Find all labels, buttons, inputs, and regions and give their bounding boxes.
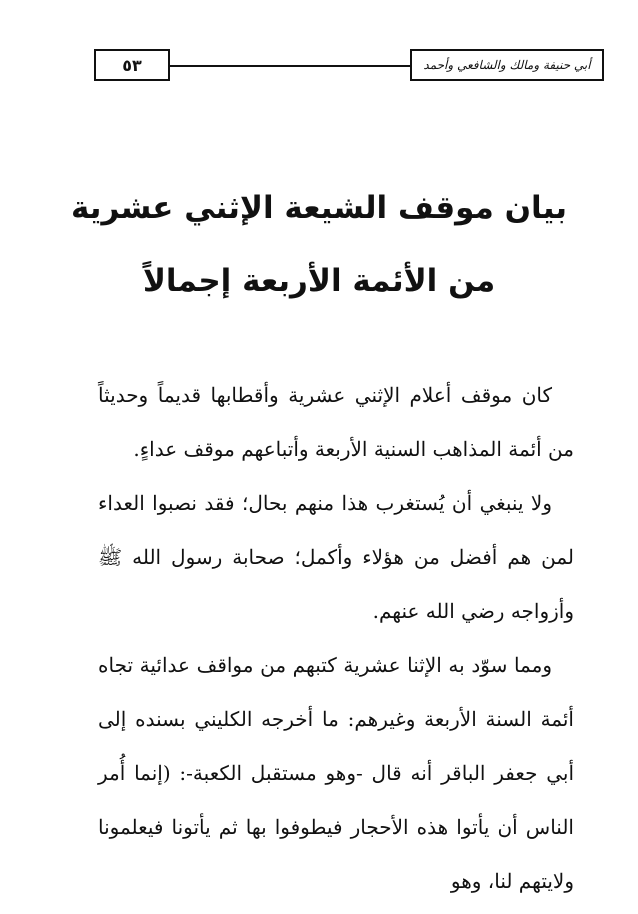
page-number: ٥٣ <box>94 49 170 81</box>
header-rule <box>170 65 410 67</box>
page-header <box>94 49 604 83</box>
paragraph-3: ومما سوّد به الإثنا عشرية كتبهم من مواقف عدائية تجاه أئمة السنة الأربعة وغيرهم: ما أخرجه الكليني بسنده إلى أبي جعفر الباقر أنه قال -وهو مستقبل الكعبة-: (إنما أُمر الناس أن يأتوا هذه الأحجار فيطوفوا بها ثم يأتونا فيعلمونا ولايتهم لنا، وهو <box>98 653 574 893</box>
running-title: أبي حنيفة ومالك والشافعي وأحمد <box>410 49 604 81</box>
chapter-title-line-2: من الأئمة الأربعة إجمالاً <box>142 263 496 299</box>
paragraph-1: كان موقف أعلام الإثني عشرية وأقطابها قديماً وحديثاً من أئمة المذاهب السنية الأربعة وأتباعهم موقف عداءٍ. <box>98 383 574 461</box>
paragraph-2: ولا ينبغي أن يُستغرب هذا منهم بحال؛ فقد نصبوا العداء لمن هم أفضل من هؤلاء وأكمل؛ صحابة رسول الله ﷺ وأزواجه رضي الله عنهم. <box>98 491 574 623</box>
chapter-title-line-1: بيان موقف الشيعة الإثني عشرية <box>71 190 567 226</box>
body-text <box>98 368 574 908</box>
